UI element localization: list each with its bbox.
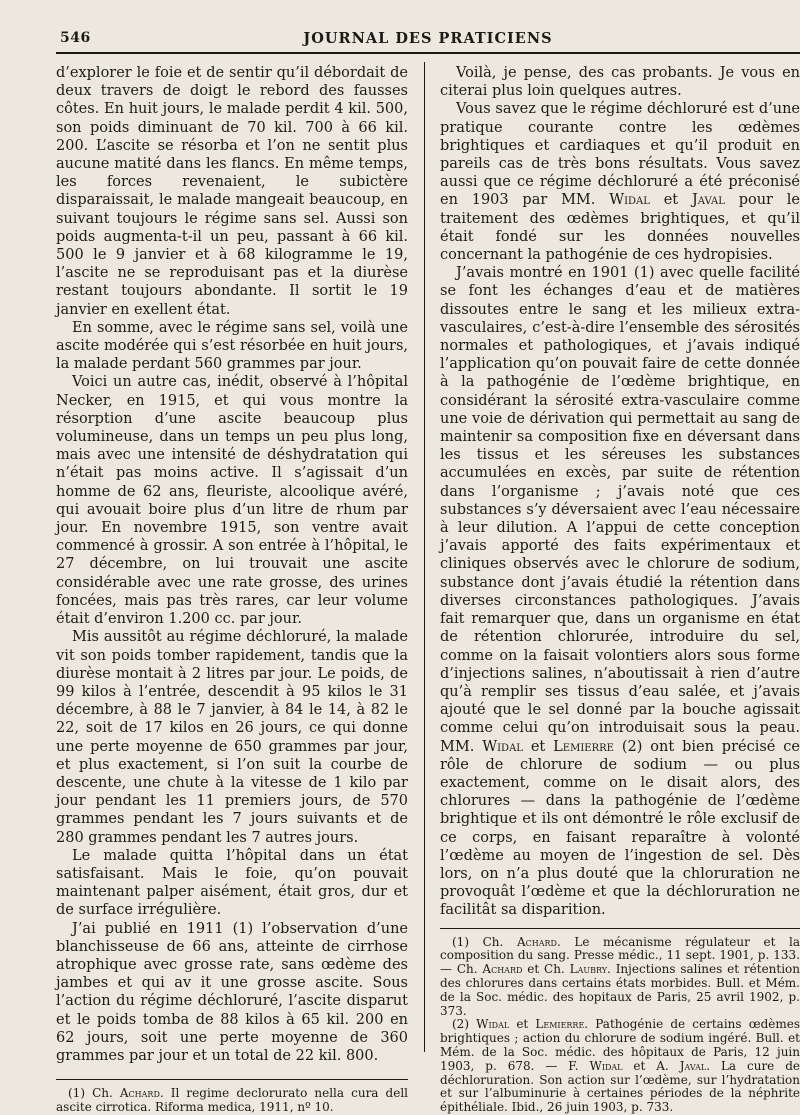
paragraph: J’avais montré en 1901 (1) avec quelle facilité se font les échanges d’eau et de matières dissoutes entre le sang et les milieux extra-vasculaires, c’est-à-dire l’ensemble des sérosités normales et pathologiques, et j’avais indiqué l’application qu’on pouvait faire de cette donnée à la pathogénie de l’œdème brightique, en considérant la sérosité extra-vasculaire comme une voie de dérivation qui permettait au sang de maintenir sa composition fixe en déversant dans les tissus et les séreuses les substances accumulées en excès, par suite de rétention dans l’organisme ; j’avais noté que ces substances s’y déversaient avec l’eau nécessaire à leur dilution. A l’appui de cette conception j’avais apporté des faits expérimentaux et cliniques observés avec le chlorure de sodium, substance dont j’avais étudié la rétention dans diverses circonstances pathologiques. J’avais fait remarquer que, dans un organisme en état de rétention chlorurée, introduire du sel, comme on la faisait volontiers alors sous forme d’injections salines, n’aboutissait à rien d’autre qu’à remplir ses tissus d’eau salée, et j’avais ajouté que le sel donné par la bouche agissait comme celui qu’on introduisait sous la peau. MM. Widal et Lemierre (2) ont bien précisé ce rôle de chlorure de sodium — ou plus exactement, comme on le disait alors, des chlorures — dans la pathogénie de l’œdème brightique et ils ont démontré le rôle exclusif de ce corps, en faisant reparaître à volonté l’œdème au moyen de l’ingestion de sel. Dès lors, on n’a plus douté que la chloruration ne provoquât l’œdème et que la déchloruration ne facilitât sa disparition. (440, 265, 800, 919)
column-divider (424, 62, 425, 1052)
paragraph: Voilà, je pense, des cas probants. Je vous en citerai plus loin quelques autres. (440, 65, 800, 100)
paragraph: En somme, avec le régime sans sel, voilà une ascite modérée qui s’est résorbée en huit jours, la malade perdant 560 grammes par jour. (56, 319, 408, 373)
journal-title: JOURNAL DES PRATICIENS (303, 30, 553, 47)
page-header (56, 30, 800, 50)
footnote-rule (56, 1079, 408, 1080)
footnote: (2) Widal et Lemierre. Pathogénie de certains œdèmes brightiques ; action du chlorure de sodium ingéré. Bull. et Mém. de la Soc. médic. des hôpitaux de Paris, 12 juin 1903, p. 678. — F. Widal et A. Javal. La cure de déchloruration. Son action sur l’œdème, sur l’hydratation et sur l’albuminurie à certaines périodes de la néphrite épithéliale. Ibid., 26 juin 1903, p. 733. (440, 1017, 800, 1115)
page-number: 546 (60, 30, 91, 46)
paragraph: J’ai publié en 1911 (1) l’observation d’une blanchisseuse de 66 ans, atteinte de cirrhose atrophique avec grosse rate, sans œdème des jambes et qui av it une grosse ascite. Sous l’action du régime déchloruré, l’ascite disparut et le poids tomba de 88 kilos à 65 kil. 200 en 62 jours, soit une perte moyenne de 360 grammes par jour et un total de 22 kil. 800. (56, 920, 408, 1064)
paragraph: Vous savez que le régime déchloruré est d’une pratique courante contre les œdèmes brightiques et cardiaques et qu’il produit en pareils cas de très bons résultats. Vous savez aussi que ce régime déchloruré a été préconisé en 1903 par MM. Widal et Javal pour le traitement des œdèmes brightiques, et qu’il était fondé sur les données nouvelles concernant la pathogénie de ces hydropisies. (440, 101, 800, 264)
left-column (56, 64, 408, 1115)
header-rule (56, 52, 800, 54)
paragraph: d’explorer le foie et de sentir qu’il débordait de deux travers de doigt le rebord des fausses côtes. En huit jours, le malade perdit 4 kil. 500, son poids diminuant de 70 kil. 700 à 66 kil. 200. L’ascite se résorba et l’on ne sentit plus aucune matité dans les flancs. En même temps, les forces revenaient, le subictère disparaissait, le malade mangeait beaucoup, en suivant toujours le régime sans sel. Aussi son poids augmenta-t-il un peu, passant à 66 kil. 500 le 9 janvier et à 68 kilogramme le 19, l’ascite ne se reproduisant pas et la diurèse restant toujours abondante. Il sortit le 19 janvier en exellent état. (56, 65, 408, 318)
paragraph: Le malade quitta l’hôpital dans un état satisfaisant. Mais le foie, qu’on pouvait maintenant palper aisément, était gros, dur et de surface irrégulière. (56, 847, 408, 919)
paragraph: Mis aussitôt au régime déchloruré, la malade vit son poids tomber rapidement, tandis que la diurèse montait à 2 litres par jour. Le poids, de 99 kilos à l’entrée, descendit à 95 kilos le 31 décembre, à 88 le 7 janvier, à 84 le 14, à 82 le 22, soit de 17 kilos en 26 jours, ce qui donne une perte moyenne de 650 grammes par jour, et plus exactement, si l’on suit la courbe de descente, une chute à la vitesse de 1 kilo par jour pendant les 11 premiers jours, de 570 grammes pendant les 7 jours suivants et de 280 grammes pendant les 7 autres jours. (56, 629, 408, 846)
footnote-rule (440, 928, 800, 929)
footnote: (1) Ch. Achard. Le mécanisme régulateur et la composition du sang. Presse médic., 11 sept. 1901, p. 133. — Ch. Achard et Ch. Laubry. Injections salines et rétention des chlorures dans certains états morbides. Bull. et Mém. de la Soc. médic. des hopitaux de Paris, 25 avril 1902, p. 373. (440, 934, 800, 1018)
paragraph: Voici un autre cas, inédit, observé à l’hôpital Necker, en 1915, et qui vous montre la résorption d’une ascite beaucoup plus volumineuse, dans un temps un peu plus long, mais avec une intensité de déshydratation qui n’était pas moins active. Il s’agissait d’un homme de 62 ans, fleuriste, alcoolique avéré, qui avouait boire plus d’un litre de rhum par jour. En novembre 1915, son ventre avait commencé à grossir. A son entrée à l’hôpital, le 27 décembre, on lui trouvait une ascite considérable avec une rate grosse, des urines foncées, mais pas très rares, car leur volume était d’environ 1.200 cc. par jour. (56, 374, 408, 628)
right-column (440, 64, 800, 1115)
footnote: (1) Ch. Achard. Il regime declorurato nella cura dell ascite cirrotica. Riforma medica, 1911, nº 10. (56, 1086, 409, 1114)
